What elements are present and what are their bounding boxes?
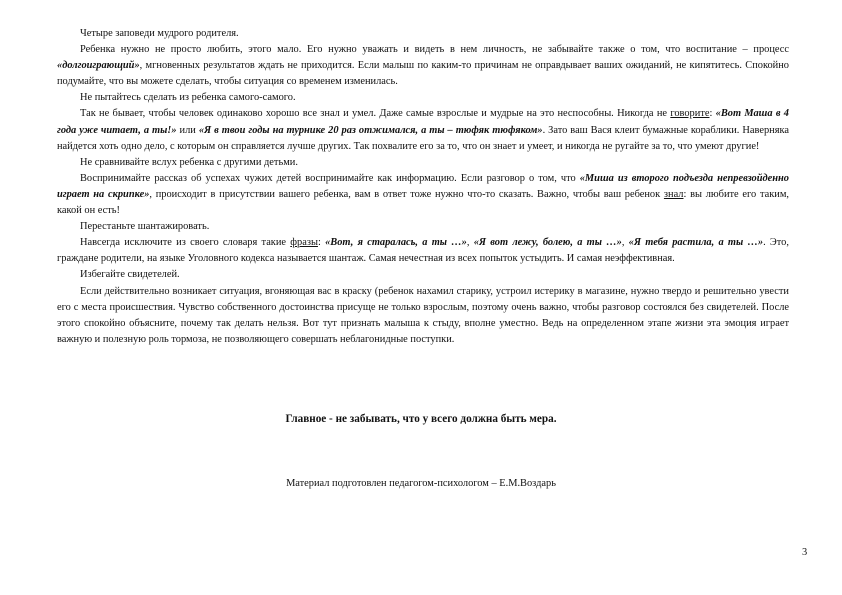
p4-quote-2: «Я вот лежу, болею, а ты …»	[473, 237, 622, 249]
p2-underlined: говорите	[670, 108, 710, 120]
p3-text-b: , происходит в присутствии вашего ребенка, вам в ответ тоже нужно что-то сказать. Важно, чтобы ваш ребенок	[149, 188, 664, 200]
p2-text-c: или	[176, 124, 199, 136]
rule-1: Не пытайтесь сделать из ребенка самого-самого.	[80, 92, 296, 104]
page-number: 3	[802, 547, 808, 558]
p2-text-a: Так не бывает, чтобы человек одинаково хорошо все знал и умел. Даже самые взрослые и мудрые на это неспособны. Никогда не	[80, 108, 671, 120]
rule-3: Перестаньте шантажировать.	[80, 221, 210, 233]
p4-text-c: ,	[466, 237, 474, 249]
p2-text-b: :	[709, 108, 716, 120]
rule-2: Не сравнивайте вслух ребенка с другими детьми.	[80, 156, 298, 168]
p1-text-a: Ребенка нужно не просто любить, этого мало. Его нужно уважать и видеть в нем личность, не забывайте также о том, что воспитание – процесс	[80, 44, 789, 56]
p1-quote: «долгоиграющий»	[57, 60, 140, 72]
paragraph-2	[57, 106, 789, 154]
p4-underlined: фразы	[290, 237, 318, 249]
p3-quote: «Миша из второго подъезда непревзойденно играет на скрипке»	[57, 172, 789, 200]
p4-quote-3: «Я тебя растила, а ты …»	[628, 237, 764, 249]
p2-text-d: . Зато ваш Вася клеит бумажные кораблики. Наверняка найдется хоть одно дело, с которым он справляется лучше других. Так похвалите его за то, что он знает и умеет, и никогда не ругайте за то, что умеют другие!	[57, 124, 789, 152]
document-body	[57, 26, 789, 348]
p4-text-b: :	[317, 237, 326, 249]
p3-underlined: знал	[663, 188, 684, 200]
p2-quote-1: «Вот Маша в 4 года уже читает, а ты!»	[57, 108, 789, 136]
p2-quote-2: «Я в твои годы на турнике 20 раз отжимался, а ты – тюфяк тюфяком»	[198, 124, 543, 136]
paragraph-5: Если действительно возникает ситуация, вгоняющая вас в краску (ребенок нахамил старику, устроил истерику в магазине, нужно твердо и решительно увести его с места происшествия. Чувство собственного достоинства присуще не только взрослым, поэтому очень важно, чтобы разговор состоялся без свидетелей. После этого спокойно объясните, почему так делать нельзя. Вот тут признать малыша к стыду, вполне уместно. Ведь на определенном этапе жизни эта эмоция играет важную и полезную роль тормоза, не позволяющего совершать неблагонидные поступки.	[57, 285, 789, 345]
paragraph-1	[57, 42, 789, 90]
rule-4: Избегайте свидетелей.	[80, 269, 180, 281]
p3-text-c: : вы любите его таким, какой он есть!	[57, 188, 790, 217]
document-heading: Четыре заповеди мудрого родителя.	[80, 28, 239, 39]
paragraph-3	[57, 171, 789, 219]
p3-text-a: Воспринимайте рассказ об успехах чужих детей воспринимайте как информацию. Если разговор о том, что	[80, 172, 580, 184]
p4-text-e: . Это, граждане родители, на языке Уголовного кодекса называется шантаж. Самая нечестная из всех попыток устыдить. И самая неэффективная.	[57, 237, 789, 265]
p1-text-c: , мгновенных результатов ждать не приходится. Если малыш по каким-то причинам не оправдывает ваших ожиданий, не кипятитесь. Спокойно подумайте, что вы можете сделать, чтобы ситуация со временем изменилась.	[57, 60, 789, 88]
p4-text-a: Навсегда исключите из своего словаря такие	[80, 237, 291, 249]
author-credit: Материал подготовлен педагогом-психологом – Е.М.Воздарь	[286, 478, 556, 489]
p4-quote-1: «Вот, я старалась, а ты …»	[325, 237, 467, 249]
paragraph-4	[57, 235, 789, 267]
p4-text-d: ,	[621, 237, 629, 249]
main-conclusion: Главное - не забывать, что у всего должна быть мера.	[285, 413, 557, 425]
